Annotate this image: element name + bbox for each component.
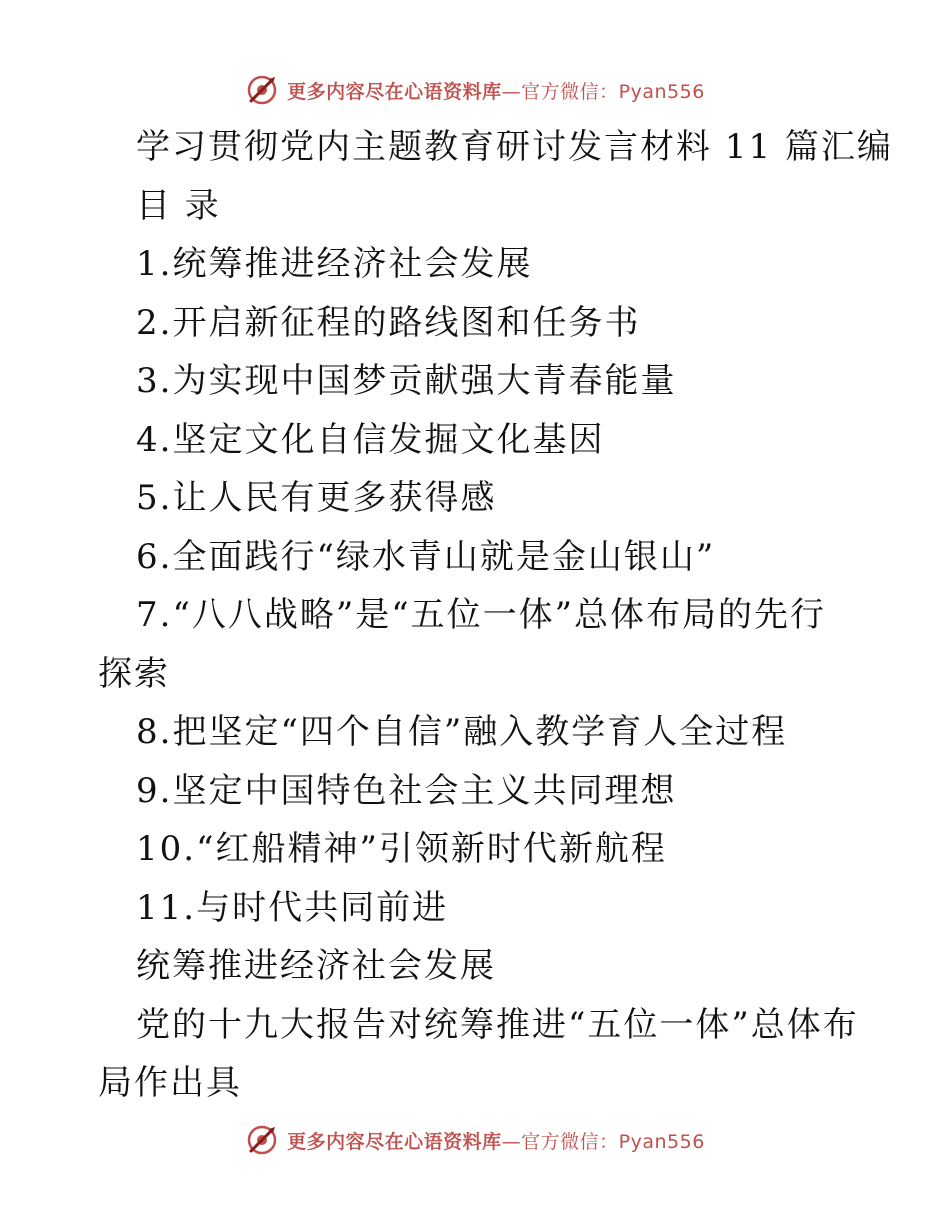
- toc-item-7-continuation: 探索: [98, 653, 170, 694]
- body-paragraph-line-1: 党的十九大报告对统筹推进“五位一体”总体布: [136, 1004, 859, 1045]
- toc-item-4: 4.坚定文化自信发掘文化基因: [136, 419, 605, 460]
- logo-icon: [245, 1123, 279, 1157]
- toc-item-7: 7.“八八战略”是“五位一体”总体布局的先行: [136, 595, 826, 635]
- logo-icon: [245, 73, 279, 107]
- footer-watermark-banner: [0, 1120, 950, 1160]
- toc-item-9: 9.坚定中国特色社会主义共同理想: [136, 770, 677, 811]
- watermark-text: 更多内容尽在心语资料库—官方微信：Pyan556: [287, 1130, 705, 1153]
- toc-item-6: 6.全面践行“绿水青山就是金山银山”: [136, 536, 716, 577]
- toc-item-1: 1.统筹推进经济社会发展: [136, 244, 533, 284]
- toc-item-11: 11.与时代共同前进: [136, 887, 449, 928]
- toc-item-5: 5.让人民有更多获得感: [136, 478, 497, 518]
- header-watermark-banner: [0, 70, 950, 110]
- document-title: 学习贯彻党内主题教育研讨发言材料 11 篇汇编: [136, 127, 893, 167]
- body-paragraph-line-2: 局作出具: [98, 1063, 242, 1103]
- toc-item-2: 2.开启新征程的路线图和任务书: [136, 302, 641, 343]
- toc-item-3: 3.为实现中国梦贡献强大青春能量: [136, 361, 677, 401]
- toc-heading: 目 录: [136, 185, 221, 226]
- toc-item-10: 10.“红船精神”引领新时代新航程: [136, 829, 667, 869]
- watermark-text: 更多内容尽在心语资料库—官方微信：Pyan556: [287, 80, 705, 103]
- document-body: [98, 118, 893, 1113]
- section-title: 统筹推进经济社会发展: [136, 946, 496, 986]
- toc-item-8: 8.把坚定“四个自信”融入教学育人全过程: [136, 712, 788, 752]
